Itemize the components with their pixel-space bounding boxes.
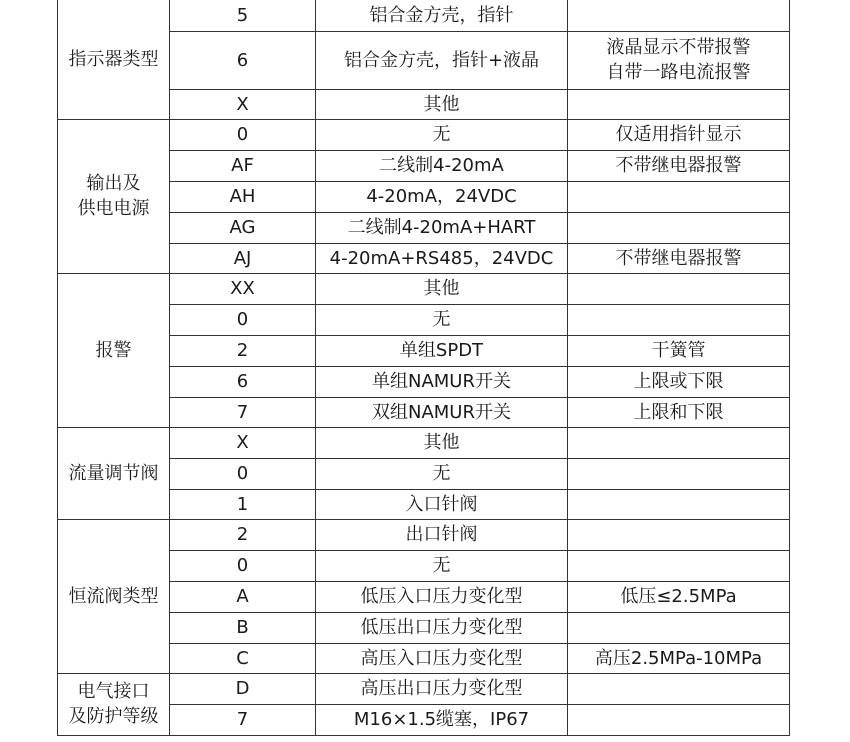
table-row xyxy=(58,0,790,31)
description-cell: 出口针阀 xyxy=(316,519,568,550)
code-cell: X xyxy=(170,89,316,119)
note-cell xyxy=(568,243,790,273)
note-cell xyxy=(568,0,790,31)
note-cell xyxy=(568,427,790,458)
note-line: 不带继电器报警 xyxy=(615,247,742,269)
description-cell: 无 xyxy=(316,550,568,581)
code-cell: AG xyxy=(170,212,316,243)
note-line: 低压≤2.5MPa xyxy=(620,586,737,607)
category-label: 流量调节阀 xyxy=(68,462,159,484)
code-cell: 0 xyxy=(170,458,316,489)
code-cell: 0 xyxy=(170,304,316,335)
note-cell xyxy=(568,489,790,519)
note-cell xyxy=(568,335,790,366)
note-line: 高压2.5MPa-10MPa xyxy=(594,647,763,669)
table-row xyxy=(58,427,790,458)
note-cell xyxy=(568,366,790,397)
category-label: 输出及 xyxy=(86,173,141,194)
code-cell: 6 xyxy=(170,31,316,89)
description-cell: 高压出口压力变化型 xyxy=(316,673,568,704)
note-cell xyxy=(568,181,790,212)
description-cell: 铝合金方壳，指针+液晶 xyxy=(316,31,568,89)
code-cell: AJ xyxy=(170,243,316,273)
note-cell xyxy=(568,643,790,673)
description-cell: 4-20mA，24VDC xyxy=(316,181,568,212)
description-cell: 低压出口压力变化型 xyxy=(316,612,568,643)
description-cell: 铝合金方壳，指针 xyxy=(316,0,568,31)
code-cell: 7 xyxy=(170,397,316,427)
code-cell: AH xyxy=(170,181,316,212)
code-cell: 2 xyxy=(170,519,316,550)
category-cell xyxy=(58,519,170,673)
note-cell xyxy=(568,704,790,735)
description-cell: 高压入口压力变化型 xyxy=(316,643,568,673)
note-line: 液晶显示不带报警 xyxy=(606,37,751,58)
description-cell: 其他 xyxy=(316,427,568,458)
note-line: 仅适用指针显示 xyxy=(615,124,742,145)
note-line: 上限和下限 xyxy=(633,401,724,423)
category-cell xyxy=(58,427,170,519)
description-cell: 单组NAMUR开关 xyxy=(316,366,568,397)
note-cell xyxy=(568,612,790,643)
category-label: 供电电源 xyxy=(77,198,150,219)
code-cell: 5 xyxy=(170,0,316,31)
description-cell: 入口针阀 xyxy=(316,489,568,519)
note-line: 上限或下限 xyxy=(633,371,724,392)
code-cell: 7 xyxy=(170,704,316,735)
note-line: 不带继电器报警 xyxy=(615,155,742,176)
description-cell: 无 xyxy=(316,458,568,489)
note-cell xyxy=(568,519,790,550)
code-cell: C xyxy=(170,643,316,673)
table-row xyxy=(58,273,790,304)
note-cell xyxy=(568,89,790,119)
note-line: 干簧管 xyxy=(651,340,706,361)
table-row xyxy=(58,119,790,150)
note-cell xyxy=(568,397,790,427)
category-label: 指示器类型 xyxy=(68,48,159,70)
code-cell: 2 xyxy=(170,335,316,366)
note-cell xyxy=(568,550,790,581)
category-cell xyxy=(58,673,170,735)
note-cell xyxy=(568,458,790,489)
description-cell: 单组SPDT xyxy=(316,335,568,366)
note-cell xyxy=(568,212,790,243)
code-cell: XX xyxy=(170,273,316,304)
note-cell xyxy=(568,673,790,704)
spec-table-body xyxy=(58,0,790,735)
category-label: 恒流阀类型 xyxy=(68,585,159,607)
description-cell: 无 xyxy=(316,304,568,335)
code-cell: A xyxy=(170,581,316,612)
code-cell: AF xyxy=(170,150,316,181)
code-cell: 1 xyxy=(170,489,316,519)
code-cell: B xyxy=(170,612,316,643)
description-cell: 无 xyxy=(316,119,568,150)
category-label: 及防护等级 xyxy=(68,706,159,727)
description-cell: 其他 xyxy=(316,89,568,119)
description-cell: 低压入口压力变化型 xyxy=(316,581,568,612)
description-cell: 双组NAMUR开关 xyxy=(316,397,568,427)
description-cell: 4-20mA+RS485，24VDC xyxy=(316,243,568,273)
note-cell xyxy=(568,150,790,181)
description-cell: 二线制4-20mA xyxy=(316,150,568,181)
note-line: 自带一路电流报警 xyxy=(606,62,751,83)
description-cell: 二线制4-20mA+HART xyxy=(316,212,568,243)
code-cell: 0 xyxy=(170,119,316,150)
note-cell xyxy=(568,31,790,89)
category-label: 报警 xyxy=(95,339,132,361)
description-cell: M16×1.5缆塞，IP67 xyxy=(316,704,568,735)
spec-table xyxy=(57,0,790,736)
description-cell: 其他 xyxy=(316,273,568,304)
category-cell xyxy=(58,273,170,427)
code-cell: X xyxy=(170,427,316,458)
category-cell xyxy=(58,119,170,273)
note-cell xyxy=(568,273,790,304)
note-cell xyxy=(568,119,790,150)
note-cell xyxy=(568,304,790,335)
category-label: 电气接口 xyxy=(77,681,150,702)
table-row xyxy=(58,673,790,704)
code-cell: D xyxy=(170,673,316,704)
code-cell: 6 xyxy=(170,366,316,397)
note-cell xyxy=(568,581,790,612)
category-cell xyxy=(58,0,170,119)
code-cell: 0 xyxy=(170,550,316,581)
table-row xyxy=(58,519,790,550)
